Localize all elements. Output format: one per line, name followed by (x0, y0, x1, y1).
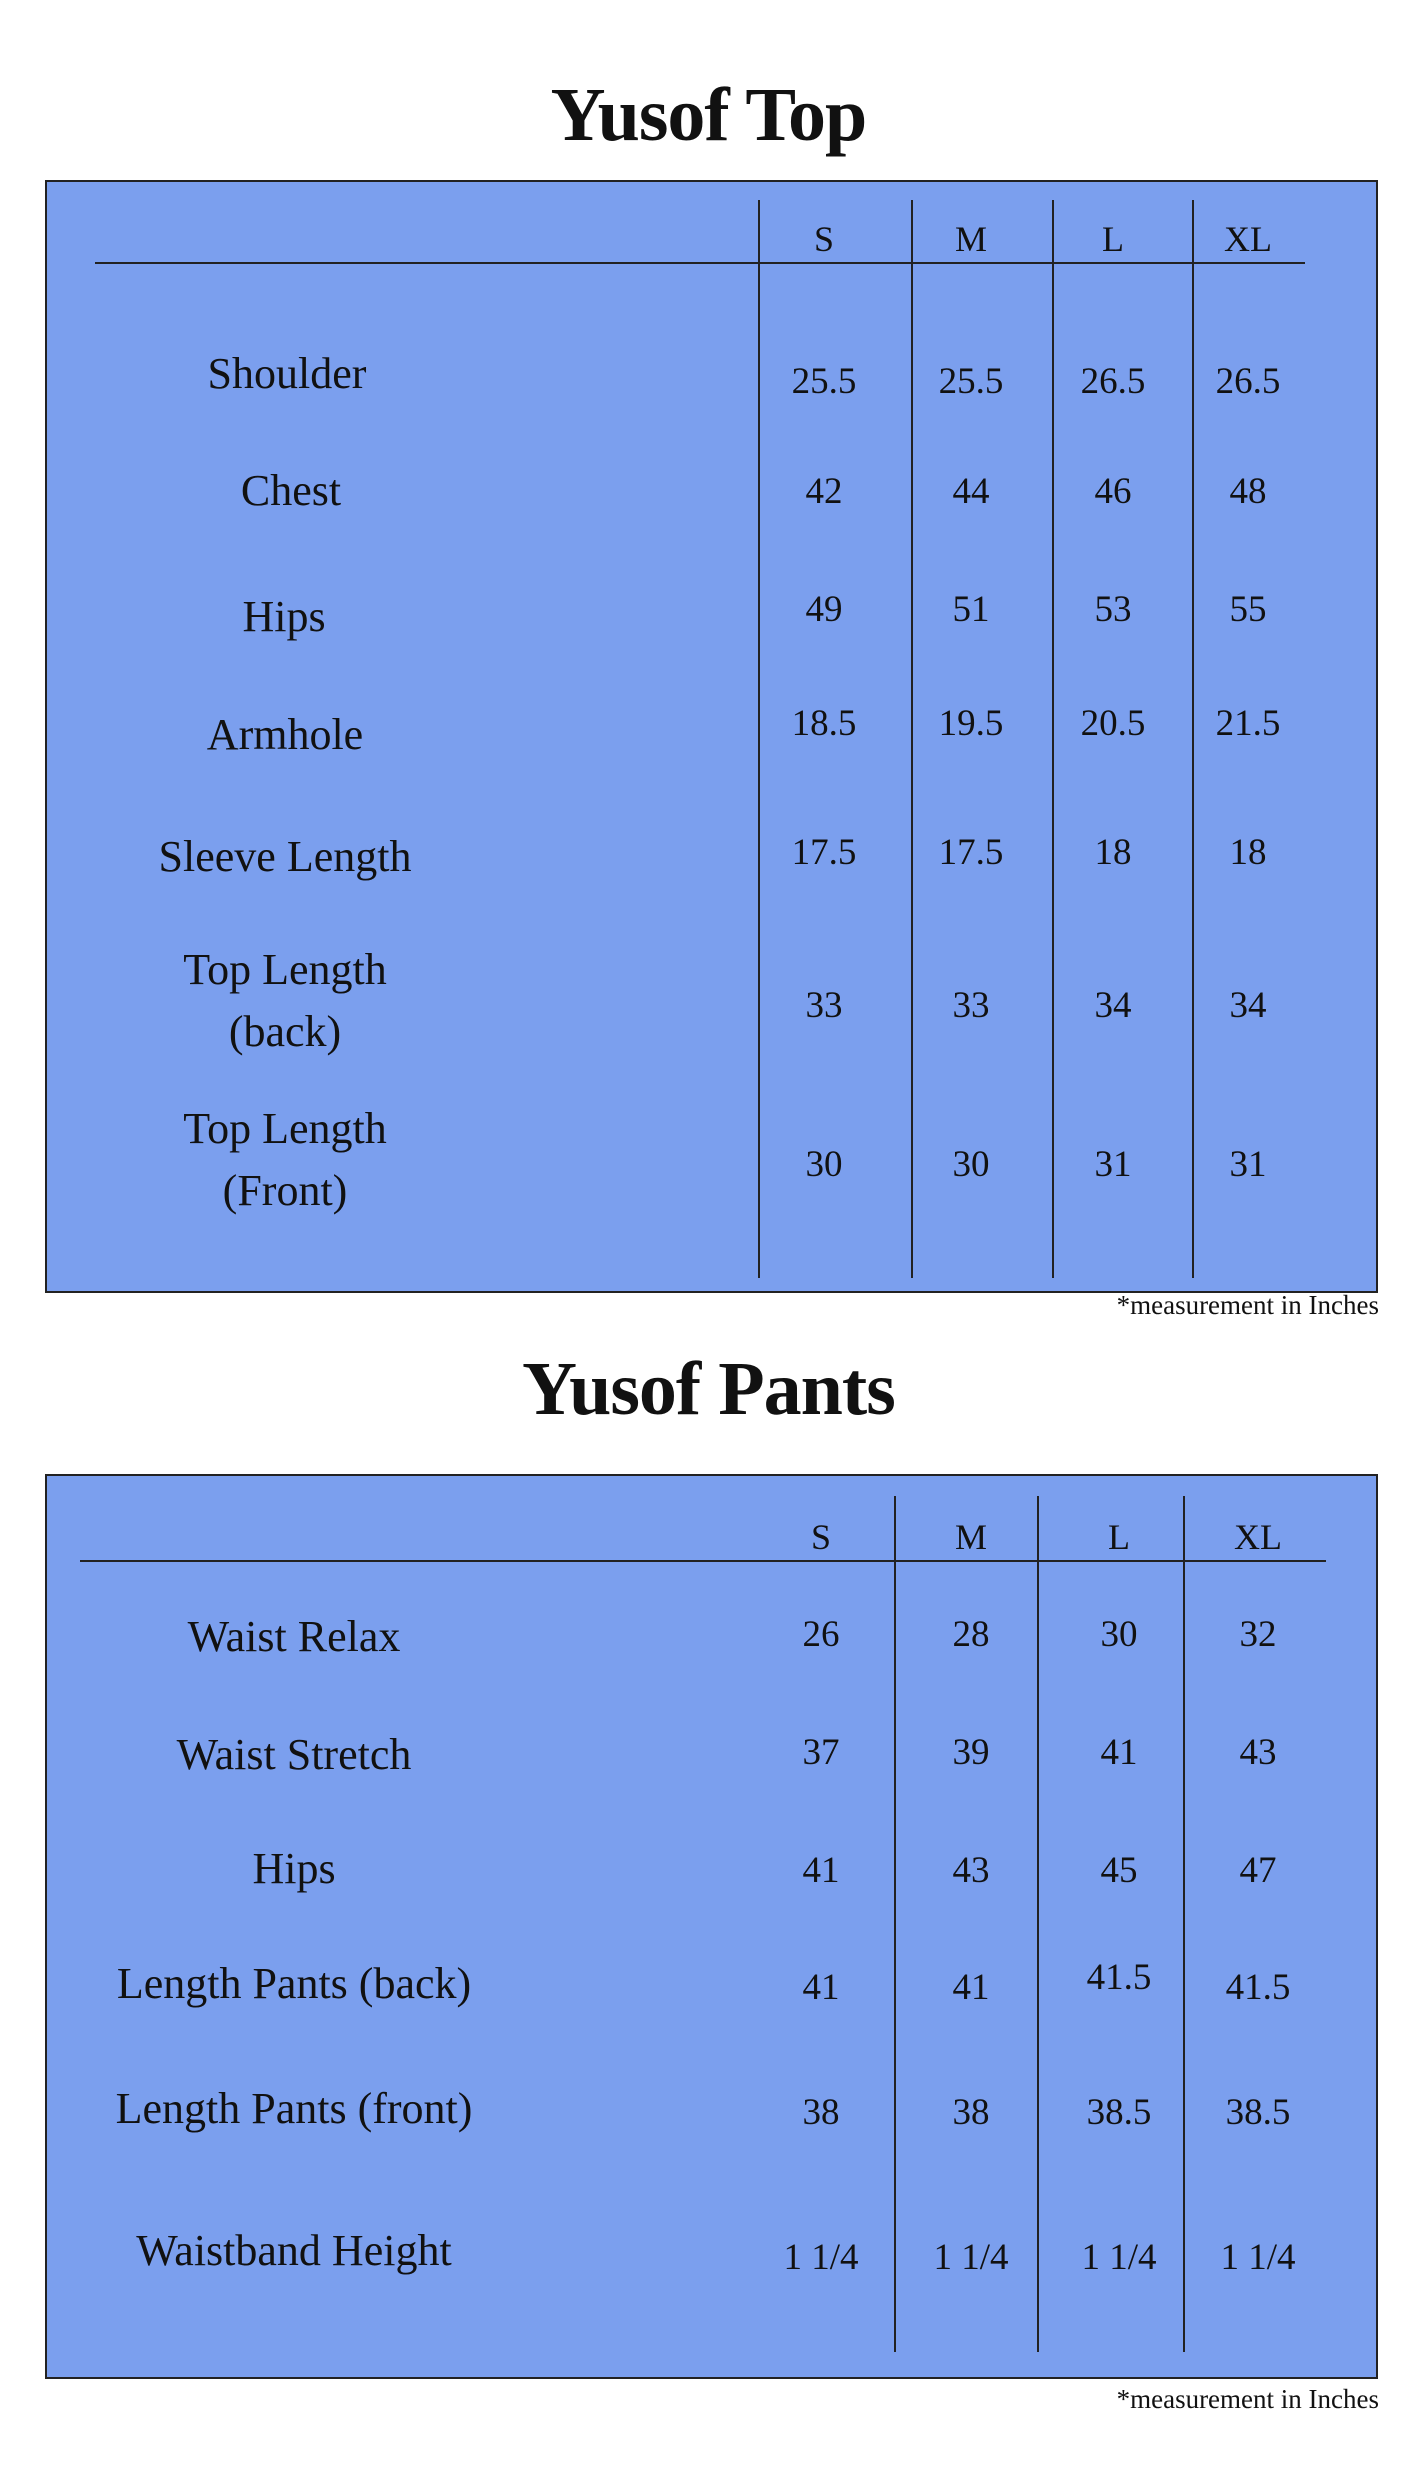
row-label-top-length-back: Top Length (back) (183, 945, 387, 1056)
cell-value: 30 (952, 1144, 990, 1185)
size-header-s: S (810, 1517, 832, 1557)
size-header-xl: XL (1234, 1517, 1282, 1557)
cell-value: 48 (1229, 471, 1267, 512)
cell-value: 18 (1094, 832, 1132, 873)
row-label-waist-relax: Waist Relax (187, 1612, 401, 1661)
cell-value: 51 (952, 589, 990, 630)
cell-value: 34 (1229, 985, 1267, 1026)
cell-value: 46 (1094, 471, 1132, 512)
cell-value: 47 (1239, 1850, 1277, 1891)
cell-value: 19.5 (938, 703, 1004, 744)
cell-value: 34 (1094, 985, 1132, 1026)
row-label-waistband-height: Waistband Height (136, 2226, 452, 2275)
cell-value: 41 (802, 1850, 840, 1891)
cell-value: 41.5 (1086, 1957, 1152, 1998)
row-label-hips: Hips (252, 1844, 336, 1893)
cell-value: 33 (805, 985, 843, 1026)
size-header-xl: XL (1224, 219, 1272, 259)
cell-value: 1 1/4 (933, 2237, 1009, 2278)
cell-value: 26 (802, 1614, 840, 1655)
pants-measurement-note: *measurement in Inches (1116, 2384, 1379, 2414)
size-header-m: M (954, 1517, 987, 1557)
size-header-m: M (954, 219, 987, 259)
pants-title: Yusof Pants (522, 1347, 895, 1431)
cell-value: 45 (1100, 1850, 1138, 1891)
top-column-divider (758, 200, 760, 1278)
cell-value: 49 (805, 589, 843, 630)
cell-value: 33 (952, 985, 990, 1026)
cell-value: 30 (805, 1144, 843, 1185)
cell-value: 42 (805, 471, 843, 512)
row-label-hips: Hips (242, 592, 326, 641)
cell-value: 1 1/4 (1220, 2237, 1296, 2278)
cell-value: 18.5 (791, 703, 857, 744)
size-header-l: L (1102, 219, 1124, 259)
cell-value: 38 (802, 2092, 840, 2133)
cell-value: 43 (952, 1850, 990, 1891)
cell-value: 41 (1100, 1732, 1138, 1773)
cell-value: 43 (1239, 1732, 1277, 1773)
cell-value: 21.5 (1215, 703, 1281, 744)
cell-value: 26.5 (1215, 361, 1281, 402)
cell-value: 1 1/4 (783, 2237, 859, 2278)
row-label-sleeve-length: Sleeve Length (158, 832, 412, 881)
cell-value: 38.5 (1086, 2092, 1152, 2133)
cell-value: 1 1/4 (1081, 2237, 1157, 2278)
cell-value: 28 (952, 1614, 990, 1655)
top-header-divider (95, 262, 1305, 264)
cell-value: 39 (952, 1732, 990, 1773)
cell-value: 18 (1229, 832, 1267, 873)
top-size-table (45, 180, 1378, 1293)
cell-value: 53 (1094, 589, 1132, 630)
cell-value: 31 (1229, 1144, 1267, 1185)
cell-value: 44 (952, 471, 990, 512)
top-measurement-note: *measurement in Inches (1116, 1290, 1379, 1320)
cell-value: 41 (802, 1967, 840, 2008)
row-label-top-length-front: Top Length (Front) (183, 1104, 387, 1215)
row-label-armhole: Armhole (206, 710, 364, 759)
pants-column-divider (1183, 1496, 1185, 2352)
cell-value: 38.5 (1225, 2092, 1291, 2133)
size-header-s: S (813, 219, 835, 259)
cell-value: 41 (952, 1967, 990, 2008)
cell-value: 31 (1094, 1144, 1132, 1185)
row-label-length-pants-front: Length Pants (front) (115, 2084, 473, 2133)
cell-value: 20.5 (1080, 703, 1146, 744)
row-label-waist-stretch: Waist Stretch (176, 1730, 412, 1779)
cell-value: 17.5 (791, 832, 857, 873)
cell-value: 30 (1100, 1614, 1138, 1655)
cell-value: 38 (952, 2092, 990, 2133)
cell-value: 32 (1239, 1614, 1277, 1655)
size-header-l: L (1108, 1517, 1130, 1557)
cell-value: 41.5 (1225, 1967, 1291, 2008)
row-label-shoulder: Shoulder (207, 349, 367, 398)
cell-value: 26.5 (1080, 361, 1146, 402)
cell-value: 55 (1229, 589, 1267, 630)
top-title: Yusof Top (550, 73, 867, 157)
row-label-length-pants-back: Length Pants (back) (116, 1959, 472, 2008)
cell-value: 25.5 (791, 361, 857, 402)
row-label-chest: Chest (240, 466, 342, 515)
pants-size-table (45, 1474, 1378, 2379)
cell-value: 17.5 (938, 832, 1004, 873)
pants-header-divider (80, 1560, 1326, 1562)
pants-column-divider (1037, 1496, 1039, 2352)
cell-value: 37 (802, 1732, 840, 1773)
pants-column-divider (894, 1496, 896, 2352)
cell-value: 25.5 (938, 361, 1004, 402)
